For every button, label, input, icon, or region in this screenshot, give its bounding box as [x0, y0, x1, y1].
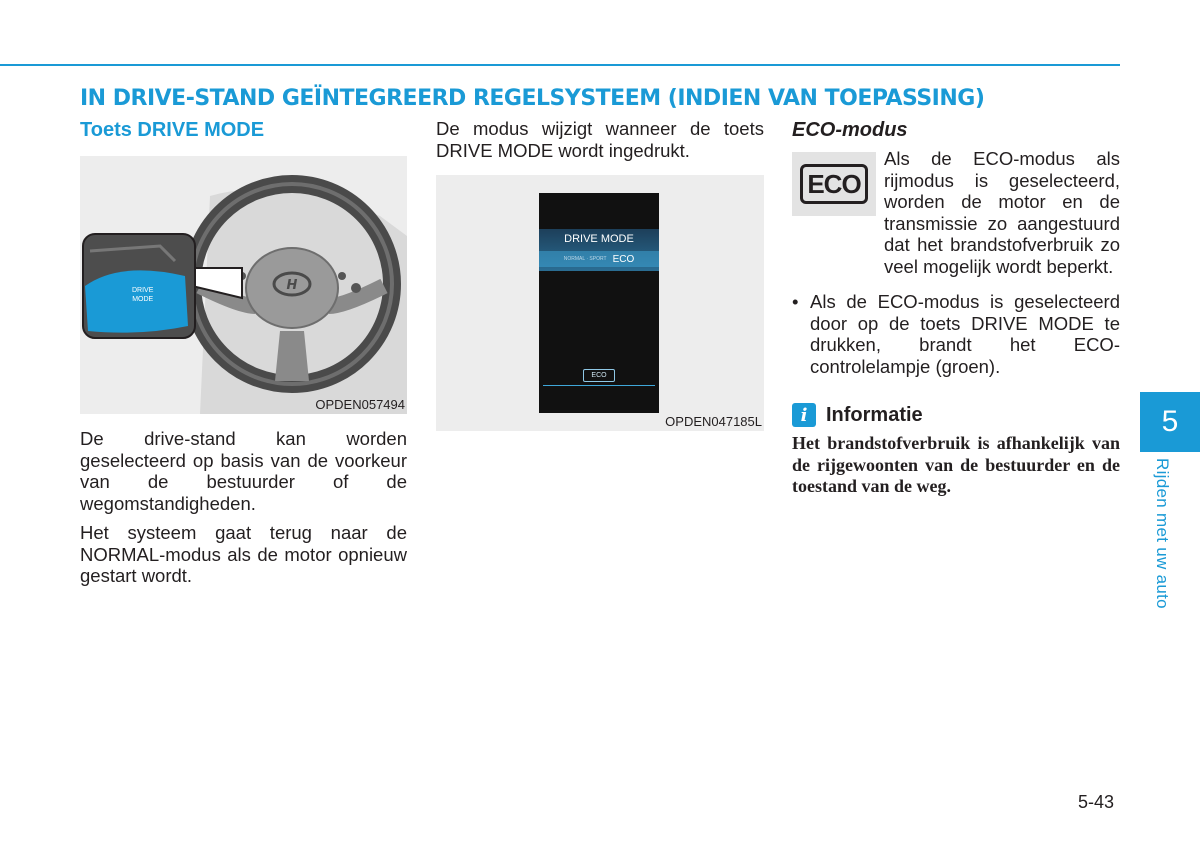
- section-title: IN DRIVE-STAND GEÏNTEGREERD REGELSYSTEEM (INDIEN VAN TOEPASSING): [80, 86, 985, 111]
- chapter-side-label: Rijden met uw auto: [1153, 458, 1172, 609]
- drive-mode-heading: Toets DRIVE MODE: [80, 119, 265, 141]
- screen-eco-indicator: ECO: [583, 369, 615, 382]
- eco-badge-icon: [792, 152, 876, 216]
- figure-caption-left: OPDEN057494: [315, 397, 405, 412]
- eco-badge-text: ECO: [800, 164, 867, 204]
- info-heading: [792, 403, 1120, 427]
- screen-modes: NORMAL · SPORT: [563, 256, 607, 262]
- eco-row: [792, 148, 1120, 285]
- top-rule: [0, 64, 1120, 66]
- eco-bullet: [792, 291, 1120, 377]
- column-middle: [436, 118, 764, 431]
- figure-caption-middle: OPDEN047185L: [665, 414, 762, 429]
- screen-title: DRIVE MODE: [564, 233, 634, 245]
- normal-mode-paragraph: Het systeem gaat terug naar de NORMAL-modus als de motor opnieuw gestart wordt.: [80, 522, 407, 586]
- steering-wheel-illustration: [80, 156, 407, 414]
- cluster-screen: [539, 193, 659, 413]
- svg-text:H: H: [286, 278, 298, 293]
- chapter-tab: 5: [1140, 392, 1200, 452]
- page-number: 5-43: [1078, 792, 1115, 812]
- mode-change-paragraph: De modus wijzigt wanneer de toets DRIVE MODE wordt ingedrukt.: [436, 118, 764, 161]
- drive-stand-paragraph: De drive-stand kan worden geselecteerd op basis van de voorkeur van de bestuurder of de wegomstandigheden.: [80, 428, 407, 514]
- screen-selected-mode: ECO: [612, 253, 635, 265]
- steering-wheel-figure: [80, 156, 407, 414]
- info-body: Het brandstofverbruik is afhankelijk van de rijgewoonten van de bestuurder en de toestand van de weg.: [792, 433, 1120, 496]
- eco-paragraph: Als de ECO-modus als rijmodus is geselecteerd, worden de motor en de transmissie zo aangestuurd dat het brandstofverbruik zo veel mogelijk wordt beperkt.: [884, 148, 1120, 277]
- screen-bottom-line: [543, 385, 655, 386]
- button-label-mode: MODE: [132, 296, 154, 303]
- column-left: [80, 118, 407, 595]
- info-label: Informatie: [826, 403, 923, 426]
- column-right: [792, 118, 1120, 498]
- button-label-drive: DRIVE: [132, 287, 154, 294]
- info-icon: i: [792, 403, 816, 427]
- drive-mode-button-label: [132, 286, 153, 304]
- cluster-display-figure: [436, 175, 764, 431]
- bullet-dot: •: [792, 291, 799, 312]
- eco-bullet-text: Als de ECO-modus is geselecteerd door op de toets DRIVE MODE te drukken, brandt het ECO-controlelampje (groen).: [810, 291, 1120, 377]
- eco-mode-heading: ECO-modus: [792, 119, 908, 141]
- screen-mode-row: [539, 251, 659, 267]
